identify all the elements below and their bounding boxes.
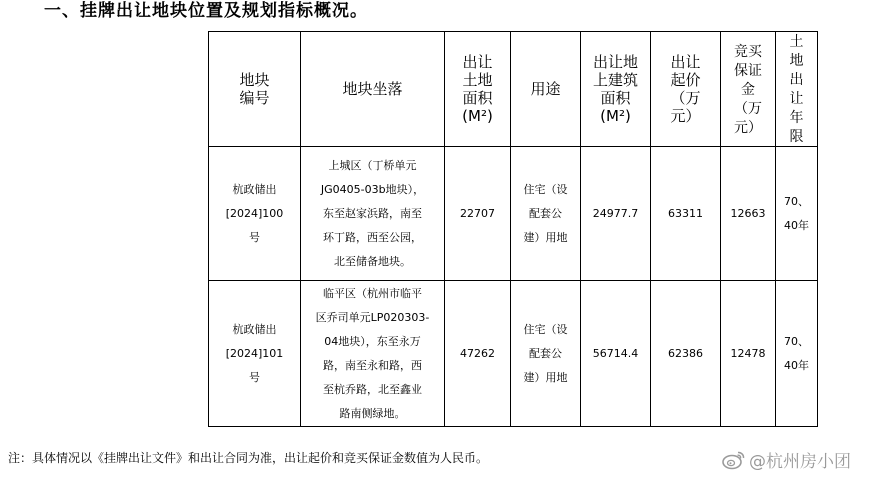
deposit-cell: 12663	[721, 147, 776, 281]
plot-location-cell: 上城区（丁桥单元 JG0405-03b地块）， 东至赵家浜路，南至 环丁路，西至公园， 北至储备地块。	[301, 147, 445, 281]
header-location: 地块坐落	[301, 32, 445, 147]
watermark-text: @杭州房小团	[749, 452, 851, 472]
header-use: 用途	[511, 32, 581, 147]
header-row	[209, 32, 818, 147]
header-start-price: 出让 起价 （万 元）	[651, 32, 721, 147]
term-cell: 70、 40年	[776, 281, 818, 427]
plot-table	[208, 31, 818, 427]
weibo-logo-icon	[722, 450, 746, 470]
building-area-cell: 24977.7	[581, 147, 651, 281]
building-area-cell: 56714.4	[581, 281, 651, 427]
header-land-area: 出让 土地 面积 (M²)	[445, 32, 511, 147]
table-row	[209, 147, 818, 281]
footnote: 注：具体情况以《挂牌出让文件》和出让合同为准，出让起价和竞买保证金数值为人民币。	[8, 451, 489, 465]
use-cell: 住宅（设 配套公 建）用地	[511, 281, 581, 427]
plot-location-cell: 临平区（杭州市临平 区乔司单元LP020303- 04地块），东至永万 路，南至永和路，西 至杭乔路，北至鑫业 路南侧绿地。	[301, 281, 445, 427]
term-cell: 70、 40年	[776, 147, 818, 281]
section-heading: 一、挂牌出让地块位置及规划指标概况。	[44, 1, 368, 21]
plot-id-cell: 杭政储出 [2024]101 号	[209, 281, 301, 427]
start-price-cell: 63311	[651, 147, 721, 281]
header-term: 土 地 出 让 年 限	[776, 32, 818, 147]
deposit-cell: 12478	[721, 281, 776, 427]
table-row	[209, 281, 818, 427]
land-area-cell: 22707	[445, 147, 511, 281]
land-area-cell: 47262	[445, 281, 511, 427]
use-cell: 住宅（设 配套公 建）用地	[511, 147, 581, 281]
header-building-area: 出让地 上建筑 面积 (M²)	[581, 32, 651, 147]
watermark	[722, 447, 851, 472]
header-plot-id: 地块 编号	[209, 32, 301, 147]
start-price-cell: 62386	[651, 281, 721, 427]
plot-id-cell: 杭政储出 [2024]100 号	[209, 147, 301, 281]
header-deposit: 竞买 保证 金 （万 元）	[721, 32, 776, 147]
